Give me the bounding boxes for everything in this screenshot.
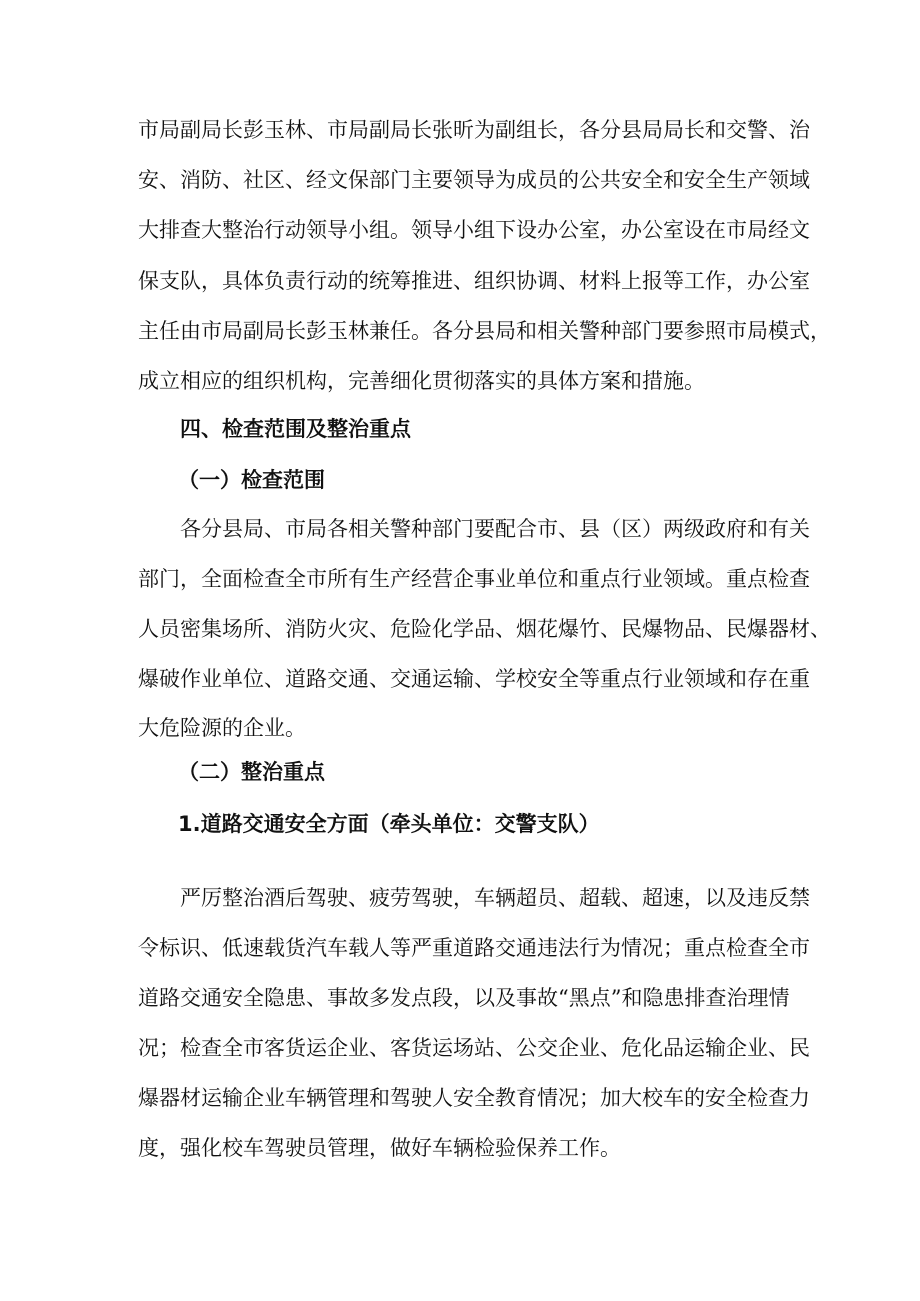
subsection-heading: （一）检查范围 [178, 468, 325, 492]
paragraph-line: 各 分 县 局 、 市 局 各 相 关 警 种 部 门 要 配 合 市 、 县 （ 区 ） 两 级 政 府 和 有 关 [180, 517, 810, 541]
paragraph-line: 大危险源的企业。 [138, 716, 306, 740]
paragraph-line: 部 门 ， 全 面 检 查 全 市 所 有 生 产 经 营 企 事 业 单 位 和 重 点 行 业 领 域 。 重 点 检 查 [138, 567, 810, 591]
paragraph-line: 度，强化校车驾驶员管理，做好车辆检验保养工作。 [138, 1136, 621, 1160]
item-heading: 1.道路交通安全方面（牵头单位：交警支队） [178, 812, 600, 836]
paragraph-line: 爆 破 作 业 单 位 、 道 路 交 通 、 交 通 运 输 、 学 校 安 全 等 重 点 行 业 领 域 和 存 在 重 [138, 667, 810, 691]
paragraph-line: 严 厉 整 治 酒 后 驾 驶 、 疲 劳 驾 驶 ， 车 辆 超 员 、 超 载 、 超 速 ， 以 及 违 反 禁 [180, 886, 810, 910]
paragraph-line: 爆 器 材 运 输 企 业 车 辆 管 理 和 驾 驶 人 安 全 教 育 情 况 ； 加 大 校 车 的 安 全 检 查 力 [138, 1086, 810, 1110]
paragraph-line: 安 、 消 防 、 社 区 、 经 文 保 部 门 主 要 领 导 为 成 员 的 公 共 安 全 和 安 全 生 产 领 域 [138, 168, 810, 192]
paragraph-line: 保 支 队 ， 具 体 负 责 行 动 的 统 筹 推 进 、 组 织 协 调 、 材 料 上 报 等 工 作 ， 办 公 室 [138, 269, 810, 293]
subsection-heading: （二）整治重点 [178, 760, 325, 784]
paragraph-line: 市 局 副 局 长 彭 玉 林 、 市 局 副 局 长 张 昕 为 副 组 长 ， 各 分 县 局 局 长 和 交 警 、 治 [138, 118, 810, 142]
paragraph-line: 况 ； 检 查 全 市 客 货 运 企 业 、 客 货 运 场 站 、 公 交 企 业 、 危 化 品 运 输 企 业 、 民 [138, 1036, 810, 1060]
paragraph-line: 人 员 密 集 场 所 、 消 防 火 灾 、 危 险 化 学 品 、 烟 花 爆 竹 、 民 爆 物 品 、 民 爆 器 材 、 [138, 617, 831, 641]
paragraph-line: 道 路 交 通 安 全 隐 患 、 事 故 多 发 点 段 ， 以 及 事 故 “ 黑 点 ” 和 隐 患 排 查 治 理 情 [138, 986, 790, 1010]
paragraph-line: 主 任 由 市 局 副 局 长 彭 玉 林 兼 任 。 各 分 县 局 和 相 关 警 种 部 门 要 参 照 市 局 模 式 ， [138, 319, 831, 343]
paragraph-line: 大 排 查 大 整 治 行 动 领 导 小 组 。 领 导 小 组 下 设 办 公 室 ， 办 公 室 设 在 市 局 经 文 [138, 218, 810, 242]
paragraph-line: 成立相应的组织机构，完善细化贯彻落实的具体方案和措施。 [138, 369, 705, 393]
paragraph-line: 令 标 识 、 低 速 载 货 汽 车 载 人 等 严 重 道 路 交 通 违 法 行 为 情 况 ； 重 点 检 查 全 市 [138, 936, 810, 960]
section-heading: 四、检查范围及整治重点 [180, 417, 411, 441]
